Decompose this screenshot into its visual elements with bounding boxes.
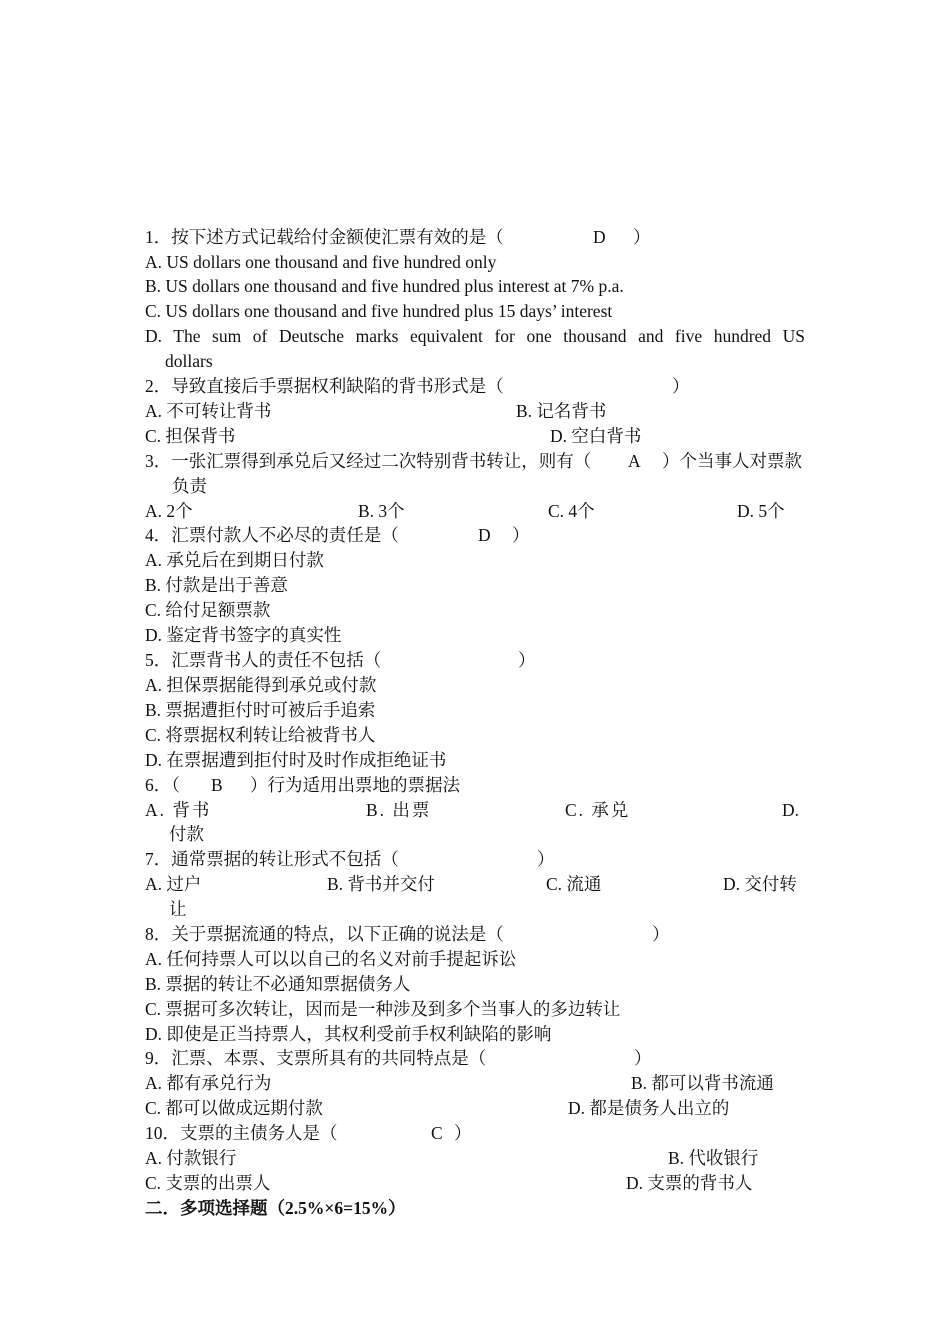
q5-option-c: C. 将票据权利转让给被背书人 xyxy=(145,725,376,745)
q6-option-a: A. 背书 xyxy=(145,800,212,820)
q6-option-d-cont: 付款 xyxy=(169,824,204,844)
q9-option-d: D. 都是债务人出立的 xyxy=(568,1098,730,1118)
q3-option-a: A. 2个 xyxy=(145,501,193,521)
q7-option-d-cont: 让 xyxy=(169,899,187,919)
q5-option-a: A. 担保票据能得到承兑或付款 xyxy=(145,675,377,695)
q3-stem: 3．一张汇票得到承兑后又经过二次特别背书转让，则有（ xyxy=(145,451,592,471)
q10-answer: C xyxy=(431,1123,443,1143)
q2-close: ） xyxy=(672,376,690,396)
q4-option-b: B. 付款是出于善意 xyxy=(145,575,288,595)
q9-option-a: A. 都有承兑行为 xyxy=(145,1073,272,1093)
q5-option-b: B. 票据遭拒付时可被后手追索 xyxy=(145,700,376,720)
q7-option-b: B. 背书并交付 xyxy=(327,874,435,894)
q9-close: ） xyxy=(634,1048,652,1068)
q9-option-b: B. 都可以背书流通 xyxy=(631,1073,774,1093)
q1-option-d: D. The sum of Deutsche marks equivalent for one thousand and five hundred US xyxy=(145,326,805,346)
q10-close: ） xyxy=(454,1123,472,1143)
q7-option-c: C. 流通 xyxy=(546,874,602,894)
q3-option-c: C. 4个 xyxy=(548,501,595,521)
q6-option-c: C. 承兑 xyxy=(565,800,631,820)
q4-stem: 4．汇票付款人不必尽的责任是（ xyxy=(145,525,399,545)
q1-option-c: C. US dollars one thousand and five hundred plus 15 days’ interest xyxy=(145,301,613,321)
q10-option-d: D. 支票的背书人 xyxy=(626,1173,753,1193)
q5-close: ） xyxy=(518,650,536,670)
q8-option-d: D. 即使是正当持票人，其权利受前手权利缺陷的影响 xyxy=(145,1024,552,1044)
q1-answer: D xyxy=(593,227,606,247)
q1-close: ） xyxy=(633,227,651,247)
q5-stem: 5．汇票背书人的责任不包括（ xyxy=(145,650,382,670)
q3-stem-end: ）个当事人对票款 xyxy=(662,451,802,471)
q7-close: ） xyxy=(537,849,555,869)
q2-option-b: B. 记名背书 xyxy=(516,401,607,421)
q6-option-b: B. 出票 xyxy=(366,800,432,820)
q9-option-c: C. 都可以做成远期付款 xyxy=(145,1098,323,1118)
q6-answer: B xyxy=(211,775,223,795)
q4-answer: D xyxy=(478,525,491,545)
q8-option-a: A. 任何持票人可以以自己的名义对前手提起诉讼 xyxy=(145,949,517,969)
q3-option-b: B. 3个 xyxy=(358,501,405,521)
q3-stem-cont: 负责 xyxy=(172,476,207,496)
q7-option-a: A. 过户 xyxy=(145,874,202,894)
q4-option-d: D. 鉴定背书签字的真实性 xyxy=(145,625,342,645)
q3-option-d: D. 5个 xyxy=(737,501,785,521)
q1-stem xyxy=(145,225,504,249)
q10-option-c: C. 支票的出票人 xyxy=(145,1173,271,1193)
q1-option-b: B. US dollars one thousand and five hundred plus interest at 7% p.a. xyxy=(145,276,624,296)
section-2-heading: 二．多项选择题（2.5%×6=15%） xyxy=(145,1198,406,1218)
q8-option-b: B. 票据的转让不必通知票据债务人 xyxy=(145,974,411,994)
q4-option-a: A. 承兑后在到期日付款 xyxy=(145,550,324,570)
q6-stem-open: 6．（ xyxy=(145,775,180,795)
q6-stem-end: ）行为适用出票地的票据法 xyxy=(250,775,460,795)
q10-option-b: B. 代收银行 xyxy=(668,1148,759,1168)
q2-option-a: A. 不可转让背书 xyxy=(145,401,272,421)
q7-stem: 7．通常票据的转让形式不包括（ xyxy=(145,849,399,869)
q9-stem: 9．汇票、本票、支票所具有的共同特点是（ xyxy=(145,1048,487,1068)
q2-stem: 2．导致直接后手票据权利缺陷的背书形式是（ xyxy=(145,376,504,396)
q8-close: ） xyxy=(652,924,670,944)
q2-option-c: C. 担保背书 xyxy=(145,426,236,446)
q1-stem-text: 1．按下述方式记载给付金额使汇票有效的是（ xyxy=(145,227,504,247)
q2-option-d: D. 空白背书 xyxy=(550,426,642,446)
q7-option-d: D. 交付转 xyxy=(723,874,797,894)
q4-close: ） xyxy=(512,525,530,545)
q4-option-c: C. 给付足额票款 xyxy=(145,600,271,620)
q1-option-a: A. US dollars one thousand and five hundred only xyxy=(145,252,497,272)
q3-answer: A xyxy=(628,451,641,471)
q8-stem: 8．关于票据流通的特点，以下正确的说法是（ xyxy=(145,924,504,944)
q6-option-d: D. xyxy=(782,800,800,820)
q5-option-d: D. 在票据遭到拒付时及时作成拒绝证书 xyxy=(145,750,447,770)
q8-option-c: C. 票据可多次转让，因而是一种涉及到多个当事人的多边转让 xyxy=(145,999,621,1019)
q10-option-a: A. 付款银行 xyxy=(145,1148,237,1168)
q10-stem: 10．支票的主债务人是（ xyxy=(145,1123,338,1143)
q1-option-d-cont: dollars xyxy=(165,351,213,371)
